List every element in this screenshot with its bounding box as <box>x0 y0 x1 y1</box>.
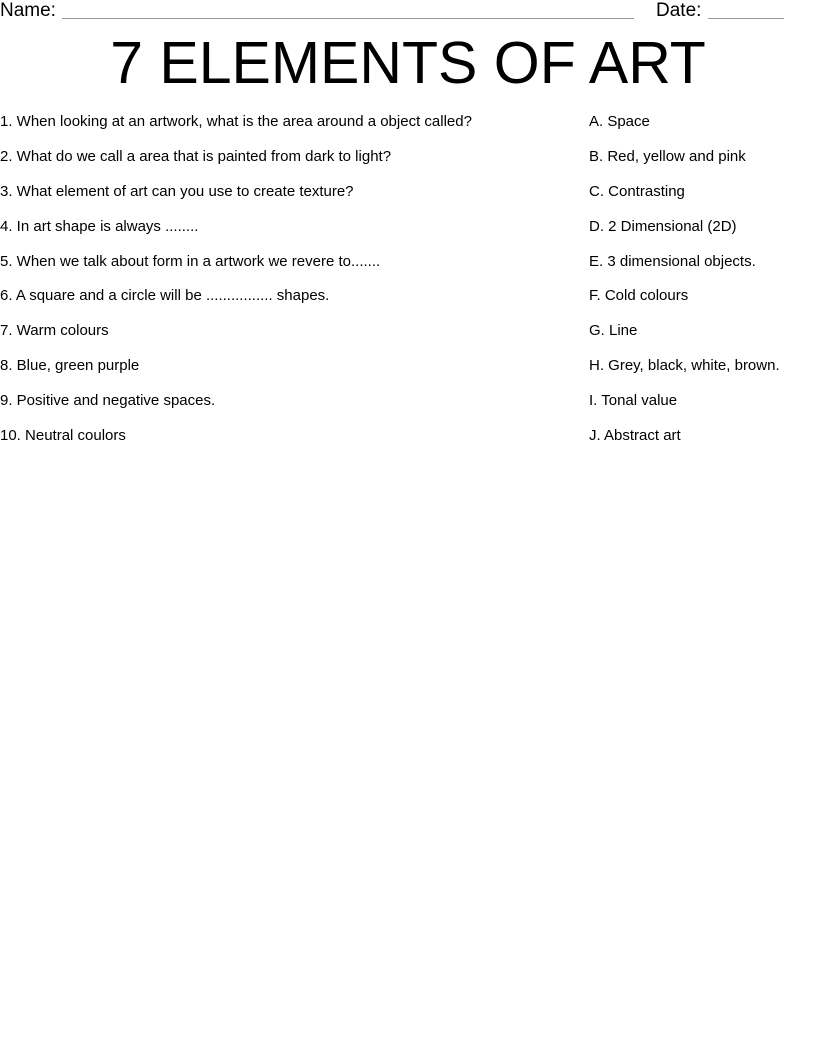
date-blank-line <box>708 18 784 19</box>
question-item: 4. In art shape is always ........ <box>0 217 199 235</box>
answer-item: A. Space <box>589 113 650 130</box>
name-label: Name: <box>0 0 56 21</box>
question-item: 8. Blue, green purple <box>0 357 140 375</box>
answer-item: I. Tonal value <box>589 392 678 410</box>
worksheet-header <box>0 0 816 22</box>
answer-item: E. 3 dimensional objects. <box>589 252 756 270</box>
answer-item: D. 2 Dimensional (2D) <box>589 217 737 235</box>
question-item: 5. When we talk about form in a artwork we revere to....... <box>0 252 381 270</box>
answer-item: B. Red, yellow and pink <box>589 147 746 165</box>
name-blank-line <box>62 18 634 19</box>
question-item: 2. What do we call a area that is painted from dark to light? <box>0 147 392 165</box>
answer-item: G. Line <box>589 322 638 340</box>
answer-item: J. Abstract art <box>589 427 681 445</box>
question-item: 7. Warm colours <box>0 322 109 340</box>
answer-item: C. Contrasting <box>589 182 685 200</box>
question-list <box>0 112 580 461</box>
worksheet-title: 7 ELEMENTS OF ART <box>110 30 706 96</box>
question-item: 3. What element of art can you use to create texture? <box>0 182 354 200</box>
question-item: 9. Positive and negative spaces. <box>0 392 216 410</box>
question-item: 10. Neutral coulors <box>0 427 126 445</box>
question-item: 6. A square and a circle will be ................ shapes. <box>0 287 330 305</box>
date-label: Date: <box>656 0 702 21</box>
answer-item: F. Cold colours <box>589 287 689 305</box>
question-item: 1. When looking at an artwork, what is the area around a object called? <box>0 113 472 130</box>
answer-list <box>589 112 816 461</box>
answer-item: H. Grey, black, white, brown. <box>589 357 780 375</box>
